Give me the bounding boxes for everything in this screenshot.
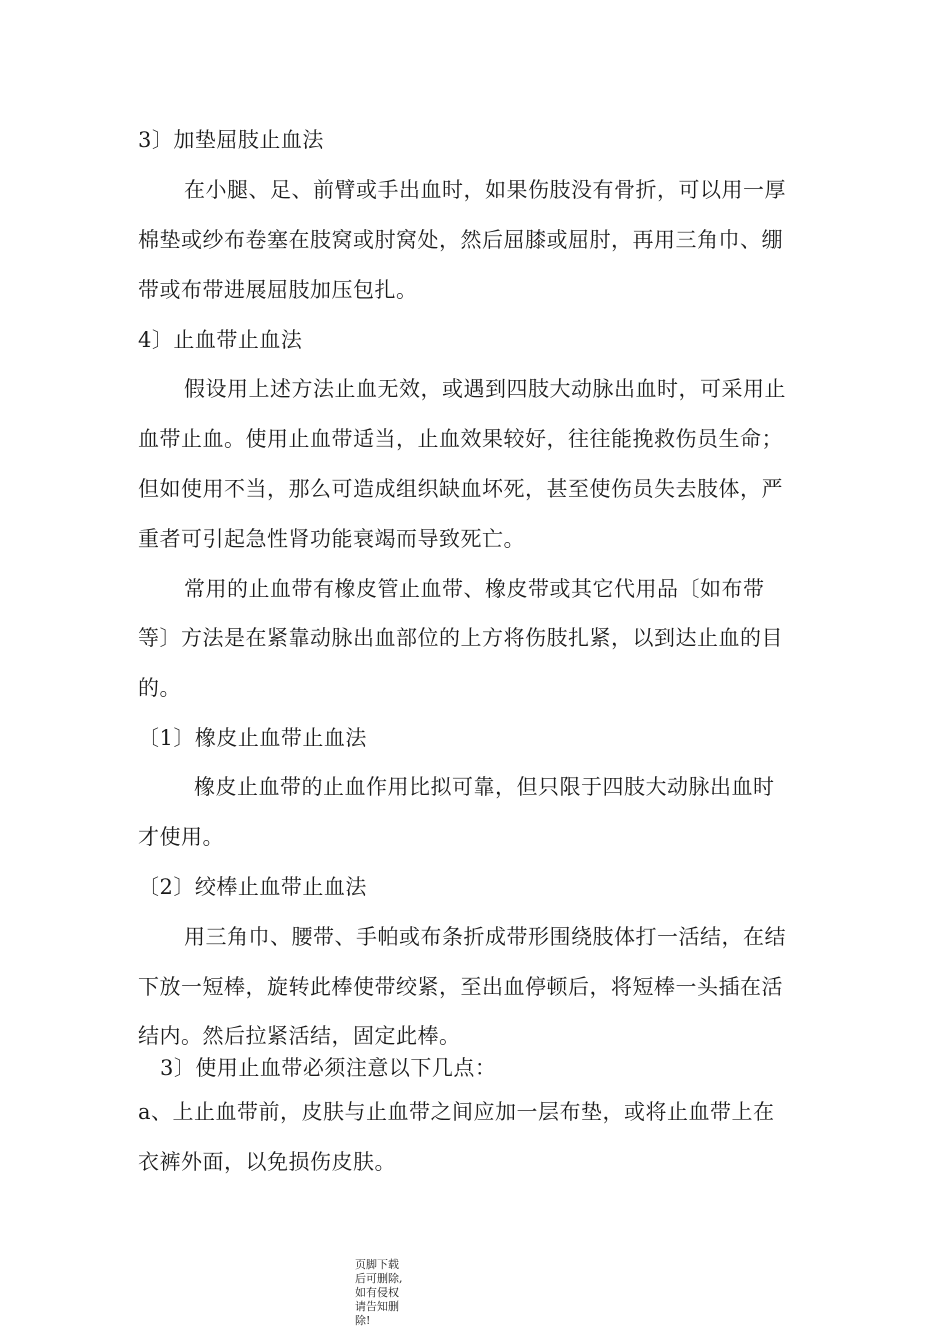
paragraph-line: a、上止血带前，皮肤与止血带之间应加一层布垫，或将止血带上在 [138, 1100, 775, 1124]
paragraph-line: 才使用。 [138, 825, 224, 849]
paragraph-line: 血带止血。使用止血带适当，止血效果较好，往往能挽救伤员生命； [138, 427, 783, 451]
paragraph-line: 在小腿、足、前臂或手出血时，如果伤肢没有骨折，可以用一厚 [184, 178, 786, 202]
subheading-stick-tourniquet: 〔2〕绞棒止血带止血法 [138, 875, 367, 899]
paragraph-line: 结内。然后拉紧活结，固定此棒。 [138, 1024, 461, 1048]
paragraph-line: 衣裤外面，以免损伤皮肤。 [138, 1150, 396, 1174]
paragraph-line: 等〕方法是在紧靠动脉出血部位的上方将伤肢扎紧，以到达止血的目 [138, 626, 783, 650]
heading-3-padded-flexion: 3〕加垫屈肢止血法 [138, 128, 324, 152]
paragraph-line: 但如使用不当，那么可造成组织缺血坏死，甚至使伤员失去肢体，严 [138, 477, 783, 501]
heading-4-tourniquet: 4〕止血带止血法 [138, 328, 303, 352]
paragraph-line: 常用的止血带有橡皮管止血带、橡皮带或其它代用品〔如布带 [184, 577, 765, 601]
paragraph-line: 重者可引起急性肾功能衰竭而导致死亡。 [138, 527, 525, 551]
paragraph-line: 下放一短棒，旋转此棒使带绞紧，至出血停顿后，将短棒一头插在活 [138, 975, 783, 999]
paragraph-line: 橡皮止血带的止血作用比拟可靠，但只限于四肢大动脉出血时 [194, 775, 775, 799]
subheading-precautions: 3〕使用止血带必须注意以下几点： [160, 1056, 497, 1080]
paragraph-line: 棉垫或纱布卷塞在肢窝或肘窝处，然后屈膝或屈肘，再用三角巾、绷 [138, 228, 783, 252]
subheading-rubber-tourniquet: 〔1〕橡皮止血带止血法 [138, 726, 367, 750]
paragraph-line: 用三角巾、腰带、手帕或布条折成带形围绕肢体打一活结，在结 [184, 925, 786, 949]
paragraph-line: 的。 [138, 676, 181, 700]
paragraph-line: 带或布带进展屈肢加压包扎。 [138, 278, 418, 302]
paragraph-line: 假设用上述方法止血无效，或遇到四肢大动脉出血时，可采用止 [184, 377, 786, 401]
page-footer-note: 页脚下载后可删除,如有侵权请告知删除! [355, 1258, 403, 1327]
